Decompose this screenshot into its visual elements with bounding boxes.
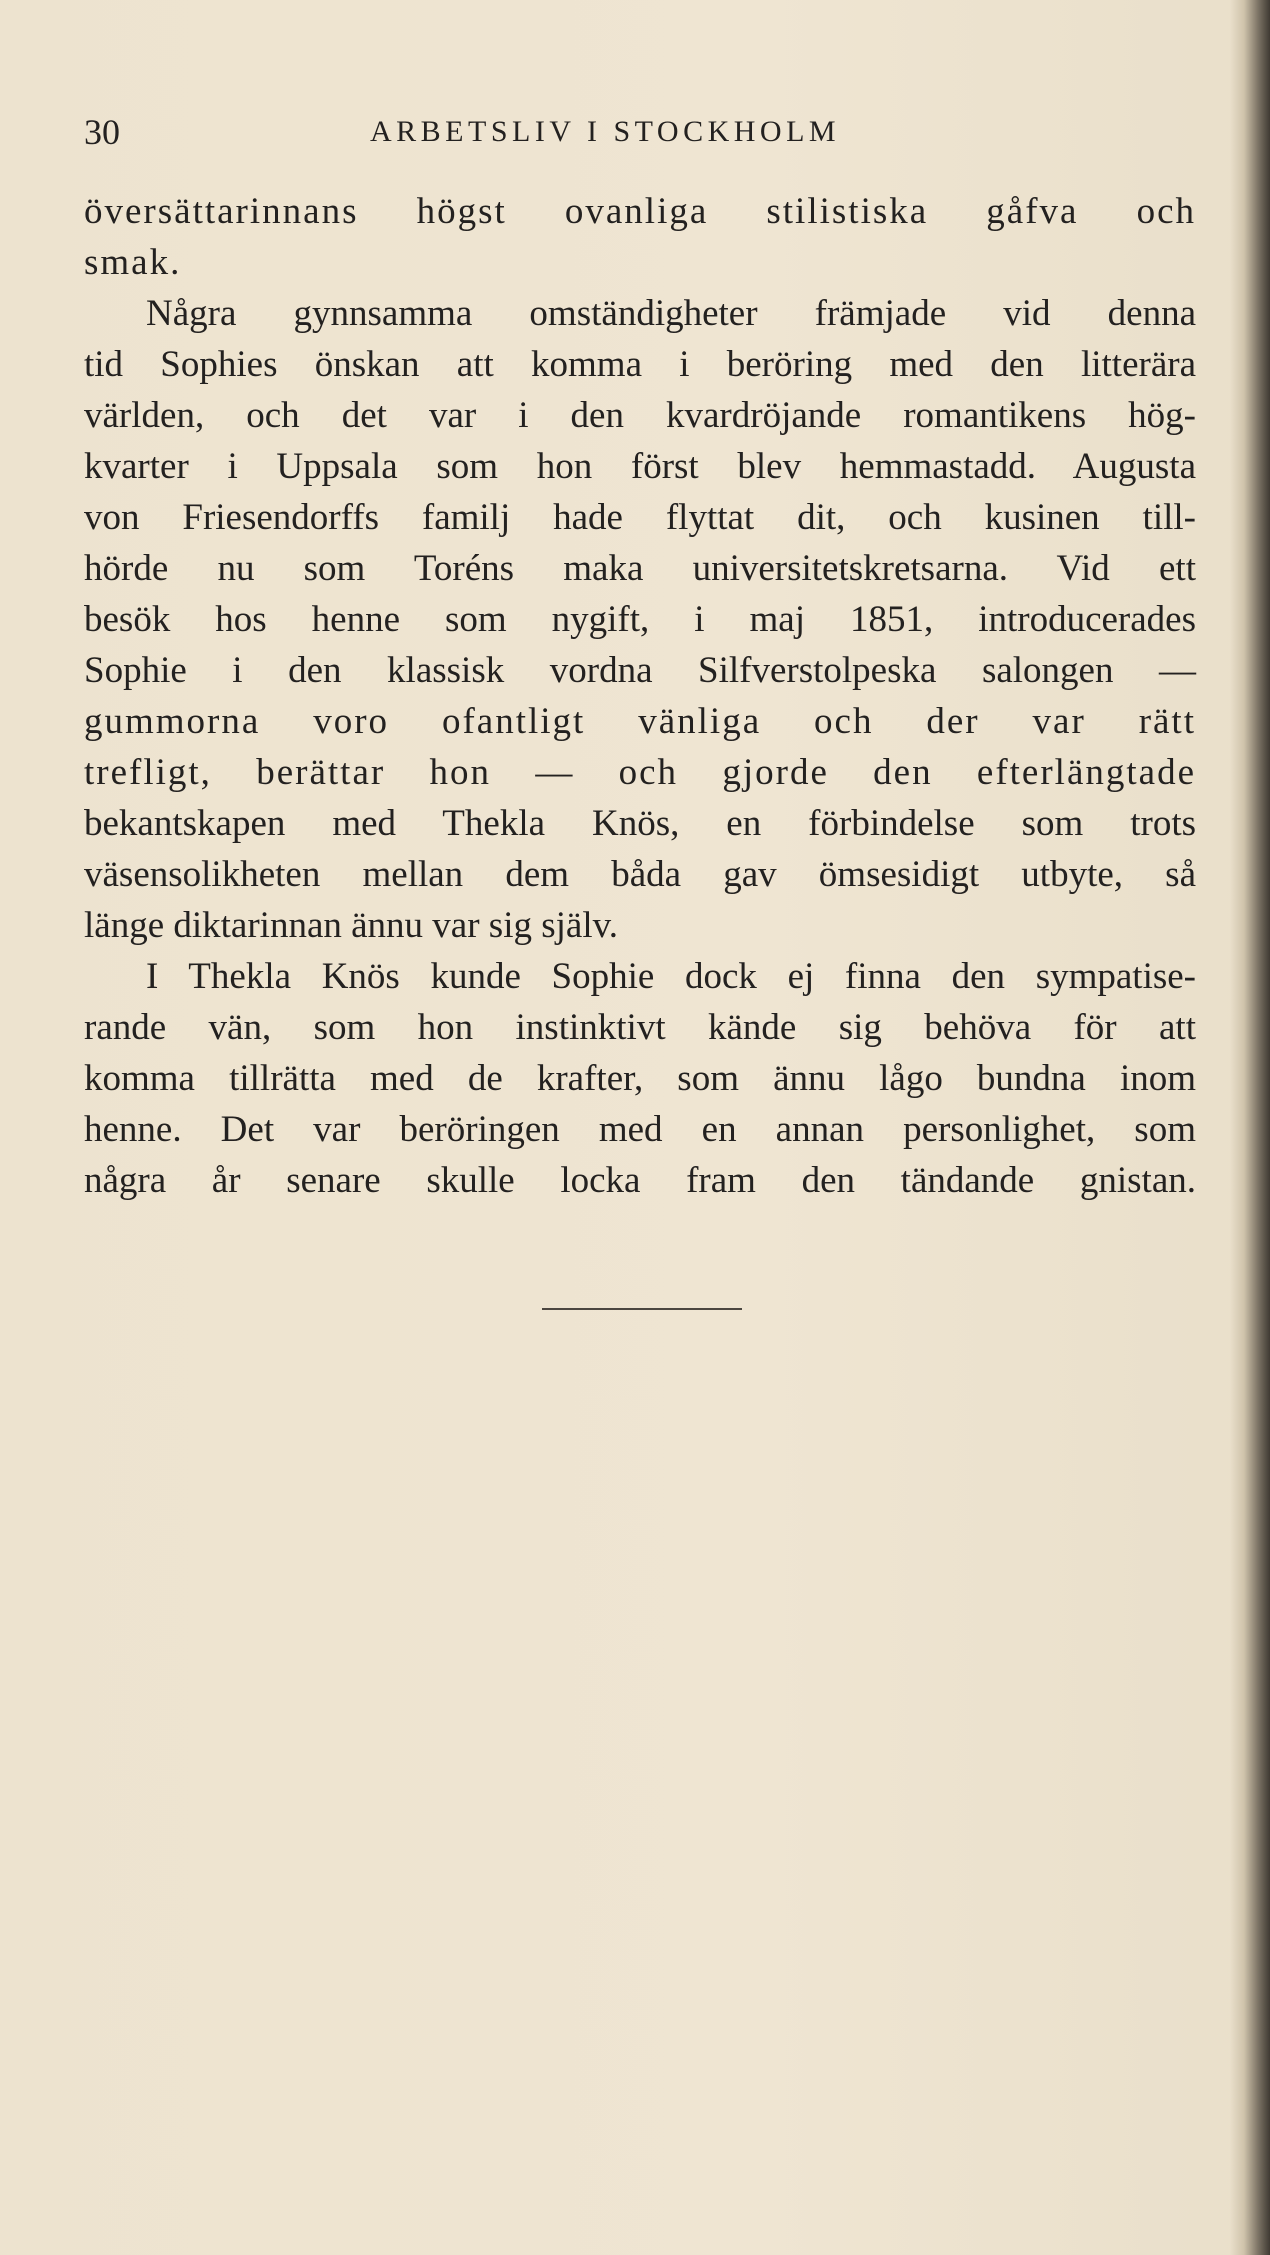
- text-line: smak.: [84, 242, 182, 283]
- running-title: ARBETSLIV I STOCKHOLM: [370, 115, 841, 148]
- text-line: komma tillrätta med de krafter, som ännu lågo bundna inom: [84, 1058, 1196, 1099]
- book-spine-shadow: [1230, 0, 1270, 2255]
- text-line: I Thekla Knös kunde Sophie dock ej finna den sympatise-: [146, 956, 1196, 997]
- text-line: henne. Det var beröringen med en annan personlighet, som: [84, 1109, 1196, 1150]
- text-line: gummorna voro ofantligt vänliga och der var rätt: [84, 701, 1196, 742]
- section-end-rule: [542, 1308, 742, 1310]
- text-line: rande vän, som hon instinktivt kände sig behöva för att: [84, 1007, 1196, 1048]
- text-line: översättarinnans högst ovanliga stilistiska gåfva och: [84, 191, 1196, 232]
- text-line: trefligt, berättar hon — och gjorde den efterlängtade: [84, 752, 1196, 793]
- text-line: väsensolikheten mellan dem båda gav ömsesidigt utbyte, så: [84, 854, 1196, 895]
- body-text: [84, 186, 1196, 1206]
- text-line: bekantskapen med Thekla Knös, en förbindelse som trots: [84, 803, 1196, 844]
- page-number: 30: [84, 112, 120, 152]
- text-line: hörde nu som Toréns maka universitetskretsarna. Vid ett: [84, 548, 1196, 589]
- text-line: tid Sophies önskan att komma i beröring med den litterära: [84, 344, 1196, 385]
- text-line: Sophie i den klassisk vordna Silfverstolpeska salongen —: [84, 650, 1196, 691]
- text-line: några år senare skulle locka fram den tändande gnistan.: [84, 1160, 1196, 1201]
- text-line: von Friesendorffs familj hade flyttat dit, och kusinen till-: [84, 497, 1196, 538]
- text-line: Några gynnsamma omständigheter främjade vid denna: [146, 293, 1196, 334]
- page-header: [84, 106, 1196, 158]
- text-line: länge diktarinnan ännu var sig själv.: [84, 905, 618, 946]
- text-line: världen, och det var i den kvardröjande romantikens hög-: [84, 395, 1196, 436]
- text-line: besök hos henne som nygift, i maj 1851, introducerades: [84, 599, 1196, 640]
- text-line: kvarter i Uppsala som hon först blev hemmastadd. Augusta: [84, 446, 1196, 487]
